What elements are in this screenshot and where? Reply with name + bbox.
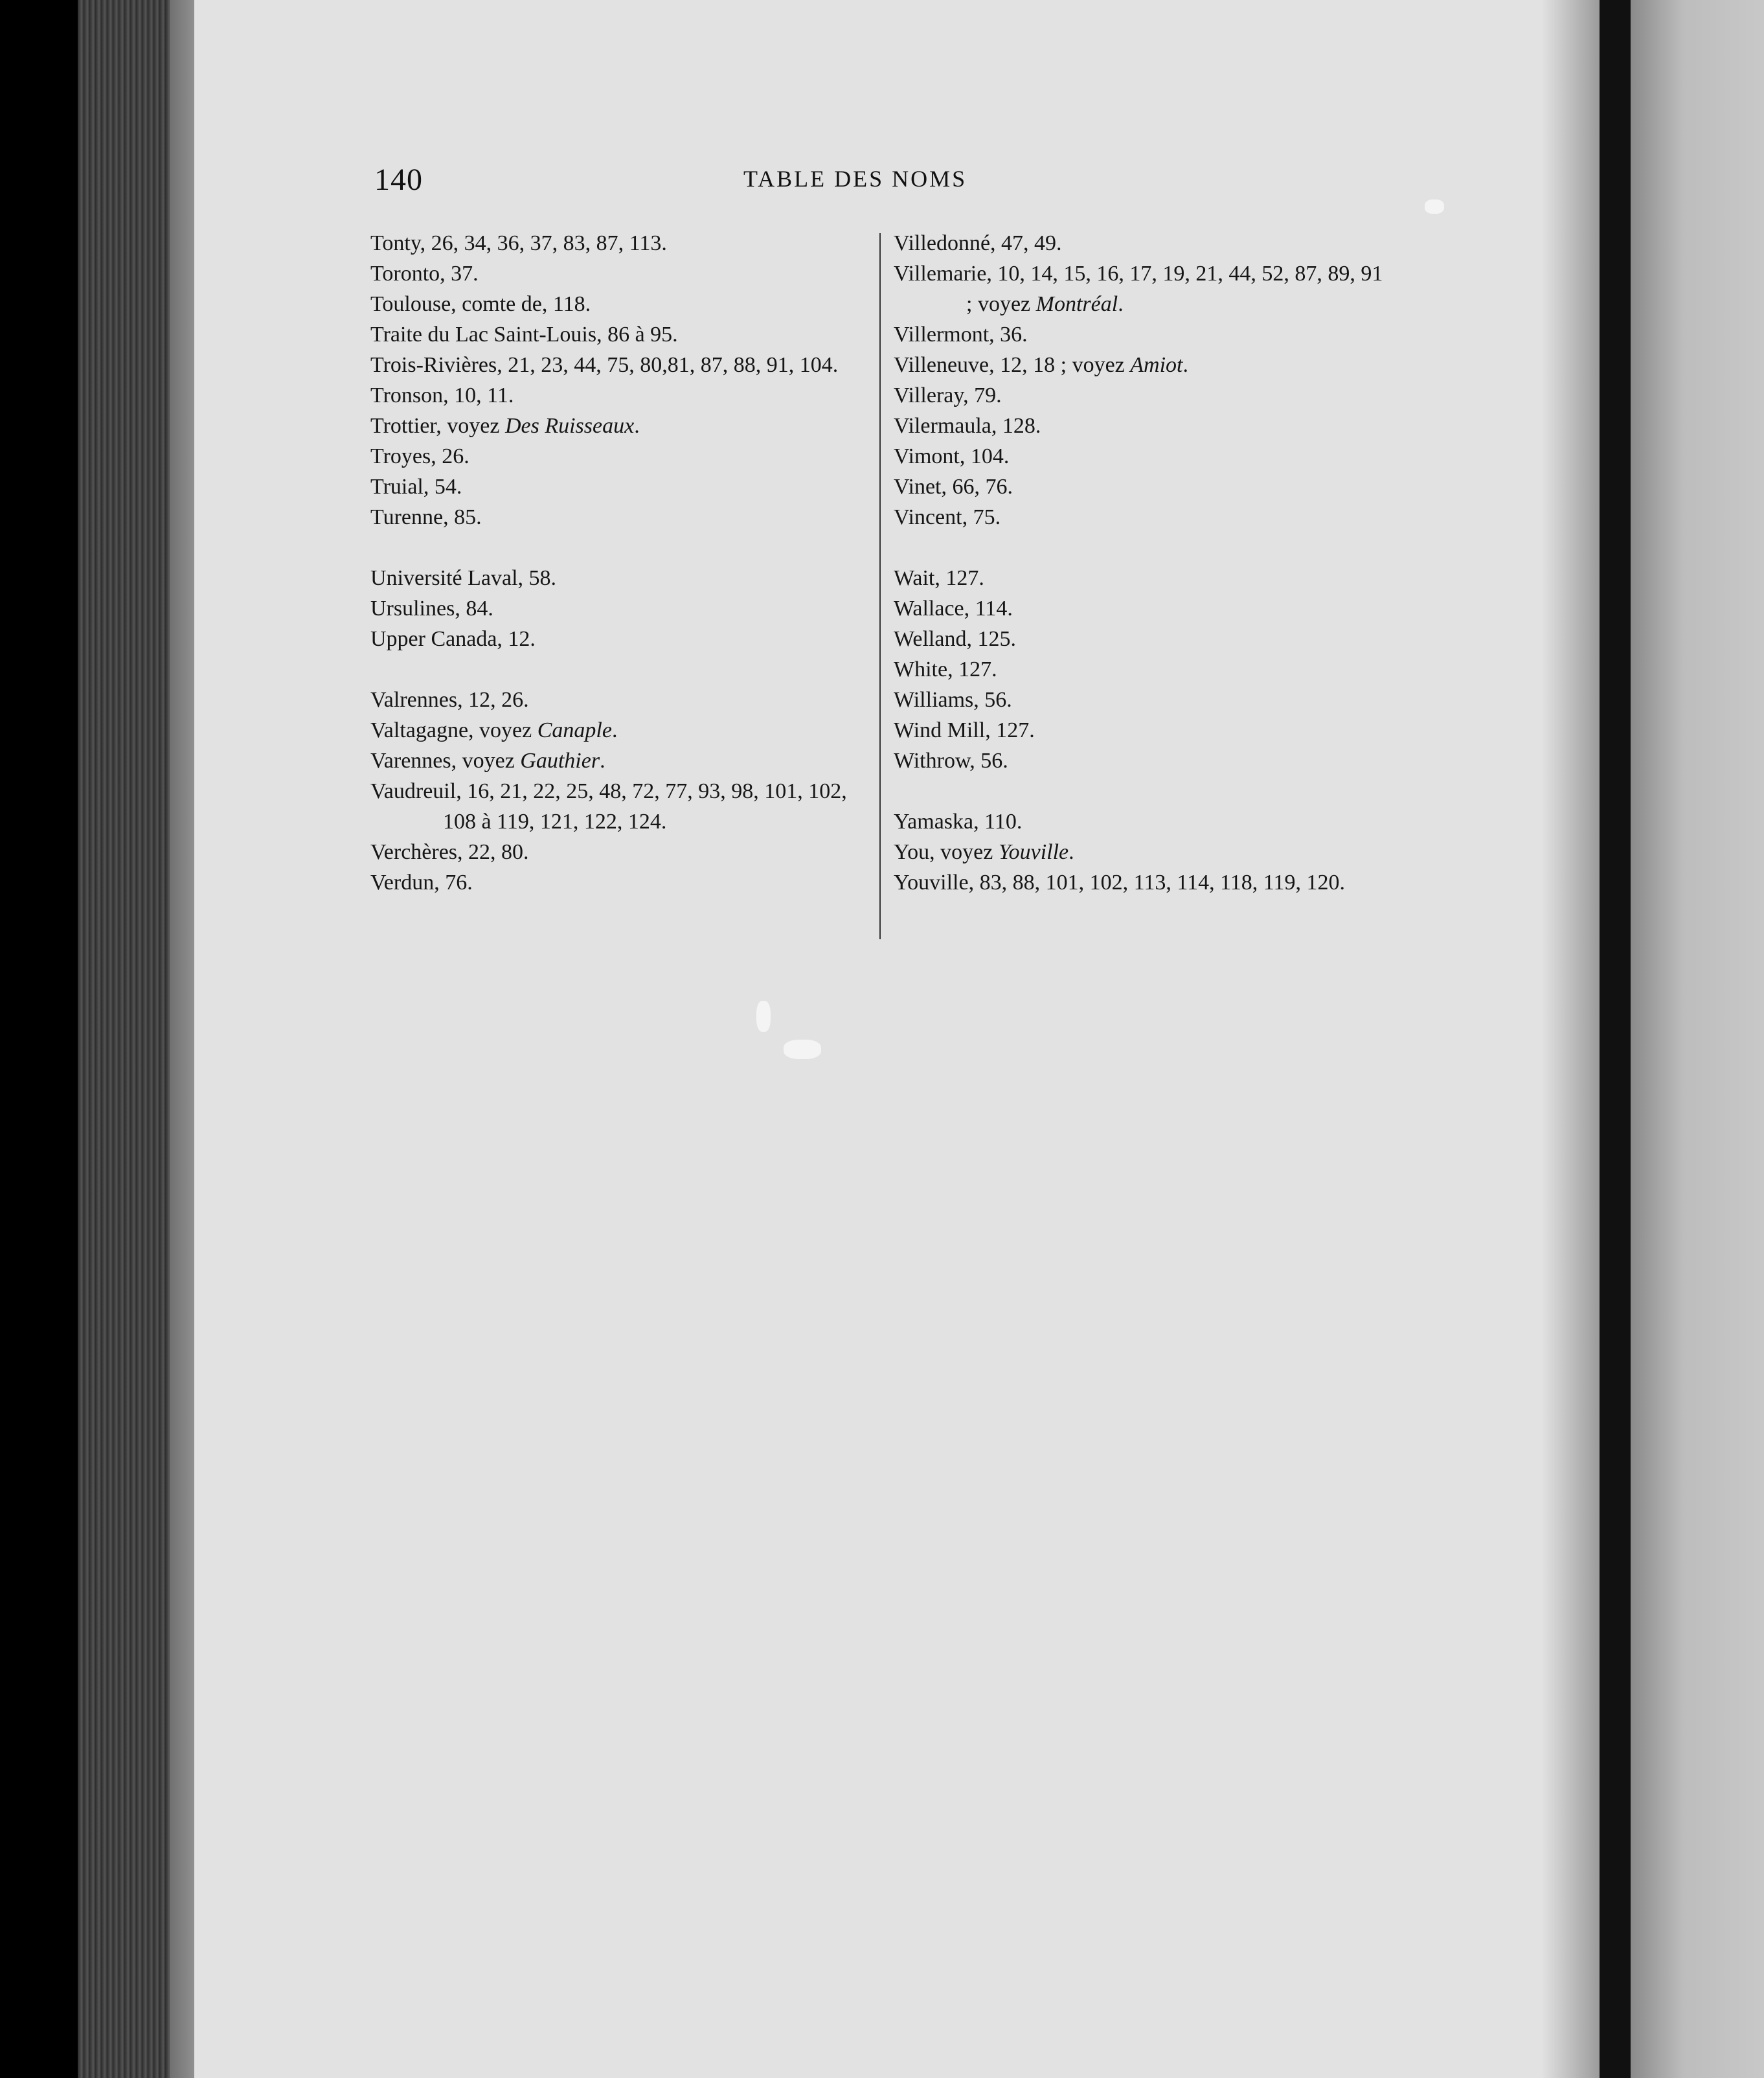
entry-page-refs: , 47, 49. — [990, 231, 1062, 255]
entry-page-refs: , 26. — [431, 444, 469, 468]
index-entry — [370, 776, 863, 837]
index-entry — [370, 502, 863, 532]
entry-name: Vilermaula — [894, 414, 991, 438]
entry-name: Toulouse, comte de — [370, 292, 542, 316]
index-entry — [370, 441, 863, 472]
page-number: 140 — [374, 163, 423, 197]
entry-page-refs: , 84. — [455, 597, 493, 621]
index-entry — [894, 411, 1386, 441]
entry-page-refs: , 56. — [973, 688, 1012, 712]
book-gutter — [1600, 0, 1631, 2078]
entry-punctuation: . — [611, 718, 618, 742]
entry-name: Welland — [894, 627, 967, 651]
entry-name: Withrow — [894, 749, 970, 773]
entry-page-refs: , 37. — [440, 262, 479, 286]
entry-page-refs: , 127. — [947, 657, 997, 681]
entry-page-refs: , 56. — [969, 749, 1008, 773]
entry-name: Tronson — [370, 383, 444, 407]
entry-see-reference: Montréal — [1035, 292, 1118, 316]
index-entry — [370, 411, 863, 441]
paper-blemish — [1425, 200, 1444, 214]
entry-see-reference: Des Ruisseaux — [504, 414, 635, 438]
index-entry — [894, 715, 1386, 746]
entry-name: Trottier, voyez — [370, 414, 505, 438]
index-entry — [894, 228, 1386, 258]
entry-name: Youville — [894, 871, 969, 895]
entry-name: Upper Canada — [370, 627, 497, 651]
index-entry — [370, 228, 863, 258]
entry-name: Villemarie — [894, 262, 987, 286]
entry-punctuation: . — [1118, 292, 1124, 316]
column-divider — [879, 233, 881, 939]
entry-page-refs: , 58. — [517, 566, 557, 590]
entry-punctuation: . — [600, 749, 605, 773]
entry-name: Ursulines — [370, 597, 455, 621]
entry-name: Verchères — [370, 840, 458, 864]
entry-name: Varennes, voyez — [370, 749, 521, 773]
index-entry — [894, 319, 1386, 350]
entry-page-refs: , 85. — [443, 505, 482, 529]
page-shadow — [1541, 0, 1606, 2078]
entry-page-refs: , 127. — [985, 718, 1035, 742]
entry-name: Villeray — [894, 383, 964, 407]
index-entry — [894, 806, 1386, 837]
index-entry — [894, 350, 1386, 380]
index-entry — [894, 837, 1386, 867]
index-entry — [370, 380, 863, 411]
entry-name: Vaudreuil — [370, 779, 457, 803]
entry-name: Valrennes — [370, 688, 458, 712]
entry-page-refs: , 114. — [964, 597, 1013, 621]
entry-page-refs: , 83, 88, 101, 102, 113, 114, 118, 119, 120. — [968, 871, 1346, 895]
entry-name: Tonty — [370, 231, 420, 255]
index-entry — [370, 867, 863, 898]
entry-page-refs: , 118. — [541, 292, 591, 316]
index-entry — [894, 502, 1386, 532]
facing-page-edge — [1631, 0, 1764, 2078]
entry-name: Turenne — [370, 505, 444, 529]
entry-page-refs: , 110. — [973, 810, 1023, 834]
entry-punctuation: . — [634, 414, 640, 438]
entry-name: Wallace — [894, 597, 964, 621]
entry-name: Wait — [894, 566, 935, 590]
entry-page-refs: , 26, 34, 36, 37, 83, 87, 113. — [420, 231, 667, 255]
paper-blemish — [784, 1040, 821, 1059]
entry-punctuation: . — [1069, 840, 1074, 864]
entry-punctuation: . — [1182, 353, 1188, 377]
index-entry — [894, 746, 1386, 776]
index-entry — [894, 624, 1386, 654]
entry-page-refs: , 21, 23, 44, 75, 80,81, 87, 88, 91, 104. — [497, 353, 839, 377]
index-entry — [370, 593, 863, 624]
entry-name: Université Laval — [370, 566, 518, 590]
entry-page-refs: , 12, 18 ; voyez — [989, 353, 1131, 377]
entry-page-refs: , 16, 21, 22, 25, 48, 72, 77, 93, 98, 101, 102, 108 à 119, 121, 122, 124. — [443, 779, 847, 834]
entry-name: Villedonné — [894, 231, 991, 255]
index-entry — [894, 654, 1386, 685]
entry-name: Vincent — [894, 505, 962, 529]
index-entry — [370, 715, 863, 746]
index-entry — [370, 563, 863, 593]
entry-name: White — [894, 657, 948, 681]
entry-name: Yamaska — [894, 810, 974, 834]
entry-name: Trois-Rivières — [370, 353, 497, 377]
index-entry — [894, 380, 1386, 411]
entry-name: Williams — [894, 688, 974, 712]
entry-name: Valtagagne, voyez — [370, 718, 537, 742]
entry-see-reference: Gauthier — [520, 749, 600, 773]
index-entry — [894, 563, 1386, 593]
index-entry — [894, 685, 1386, 715]
entry-name: Traite du Lac Saint-Louis — [370, 323, 597, 347]
index-entry — [370, 350, 863, 380]
entry-name: Vimont — [894, 444, 960, 468]
index-entry — [370, 685, 863, 715]
entry-page-refs: , 12, 26. — [457, 688, 529, 712]
entry-page-refs: , 86 à 95. — [596, 323, 678, 347]
entry-page-refs: , 54. — [423, 475, 462, 499]
index-entry — [370, 837, 863, 867]
index-entry — [370, 624, 863, 654]
paper-blemish — [756, 1001, 771, 1032]
entry-name: Villeneuve — [894, 353, 989, 377]
entry-page-refs: , 125. — [966, 627, 1016, 651]
entry-page-refs: , 22, 80. — [457, 840, 529, 864]
entry-page-refs: , 79. — [963, 383, 1002, 407]
index-entry — [370, 289, 863, 319]
index-entry — [894, 258, 1386, 319]
running-head-title: TABLE DES NOMS — [743, 166, 967, 192]
entry-name: You, voyez — [894, 840, 999, 864]
index-column-left — [370, 228, 863, 898]
entry-page-refs: , 128. — [991, 414, 1041, 438]
entry-name: Villermont — [894, 323, 989, 347]
entry-page-refs: , 127. — [934, 566, 984, 590]
entry-page-refs: , 10, 14, 15, 16, 17, 19, 21, 44, 52, 87, 89, 91 ; voyez — [966, 262, 1383, 316]
entry-page-refs: , 76. — [434, 871, 473, 895]
index-column-right — [894, 228, 1386, 898]
entry-name: Wind Mill — [894, 718, 986, 742]
index-entry — [894, 472, 1386, 502]
index-entry — [370, 319, 863, 350]
index-entry — [370, 746, 863, 776]
entry-page-refs: , 10, 11. — [443, 383, 514, 407]
entry-name: Truial — [370, 475, 424, 499]
entry-page-refs: , 36. — [989, 323, 1028, 347]
entry-page-refs: , 66, 76. — [941, 475, 1013, 499]
entry-see-reference: Youville — [998, 840, 1069, 864]
entry-name: Verdun — [370, 871, 435, 895]
index-entry — [370, 258, 863, 289]
entry-page-refs: , 75. — [962, 505, 1001, 529]
index-entry — [894, 593, 1386, 624]
entry-see-reference: Amiot — [1130, 353, 1183, 377]
index-entry — [894, 867, 1386, 898]
index-entry — [370, 472, 863, 502]
entry-page-refs: , 12. — [497, 627, 536, 651]
index-entry — [894, 441, 1386, 472]
entry-name: Troyes — [370, 444, 431, 468]
entry-name: Toronto — [370, 262, 440, 286]
entry-page-refs: , 104. — [959, 444, 1010, 468]
entry-name: Vinet — [894, 475, 942, 499]
entry-see-reference: Canaple — [537, 718, 612, 742]
